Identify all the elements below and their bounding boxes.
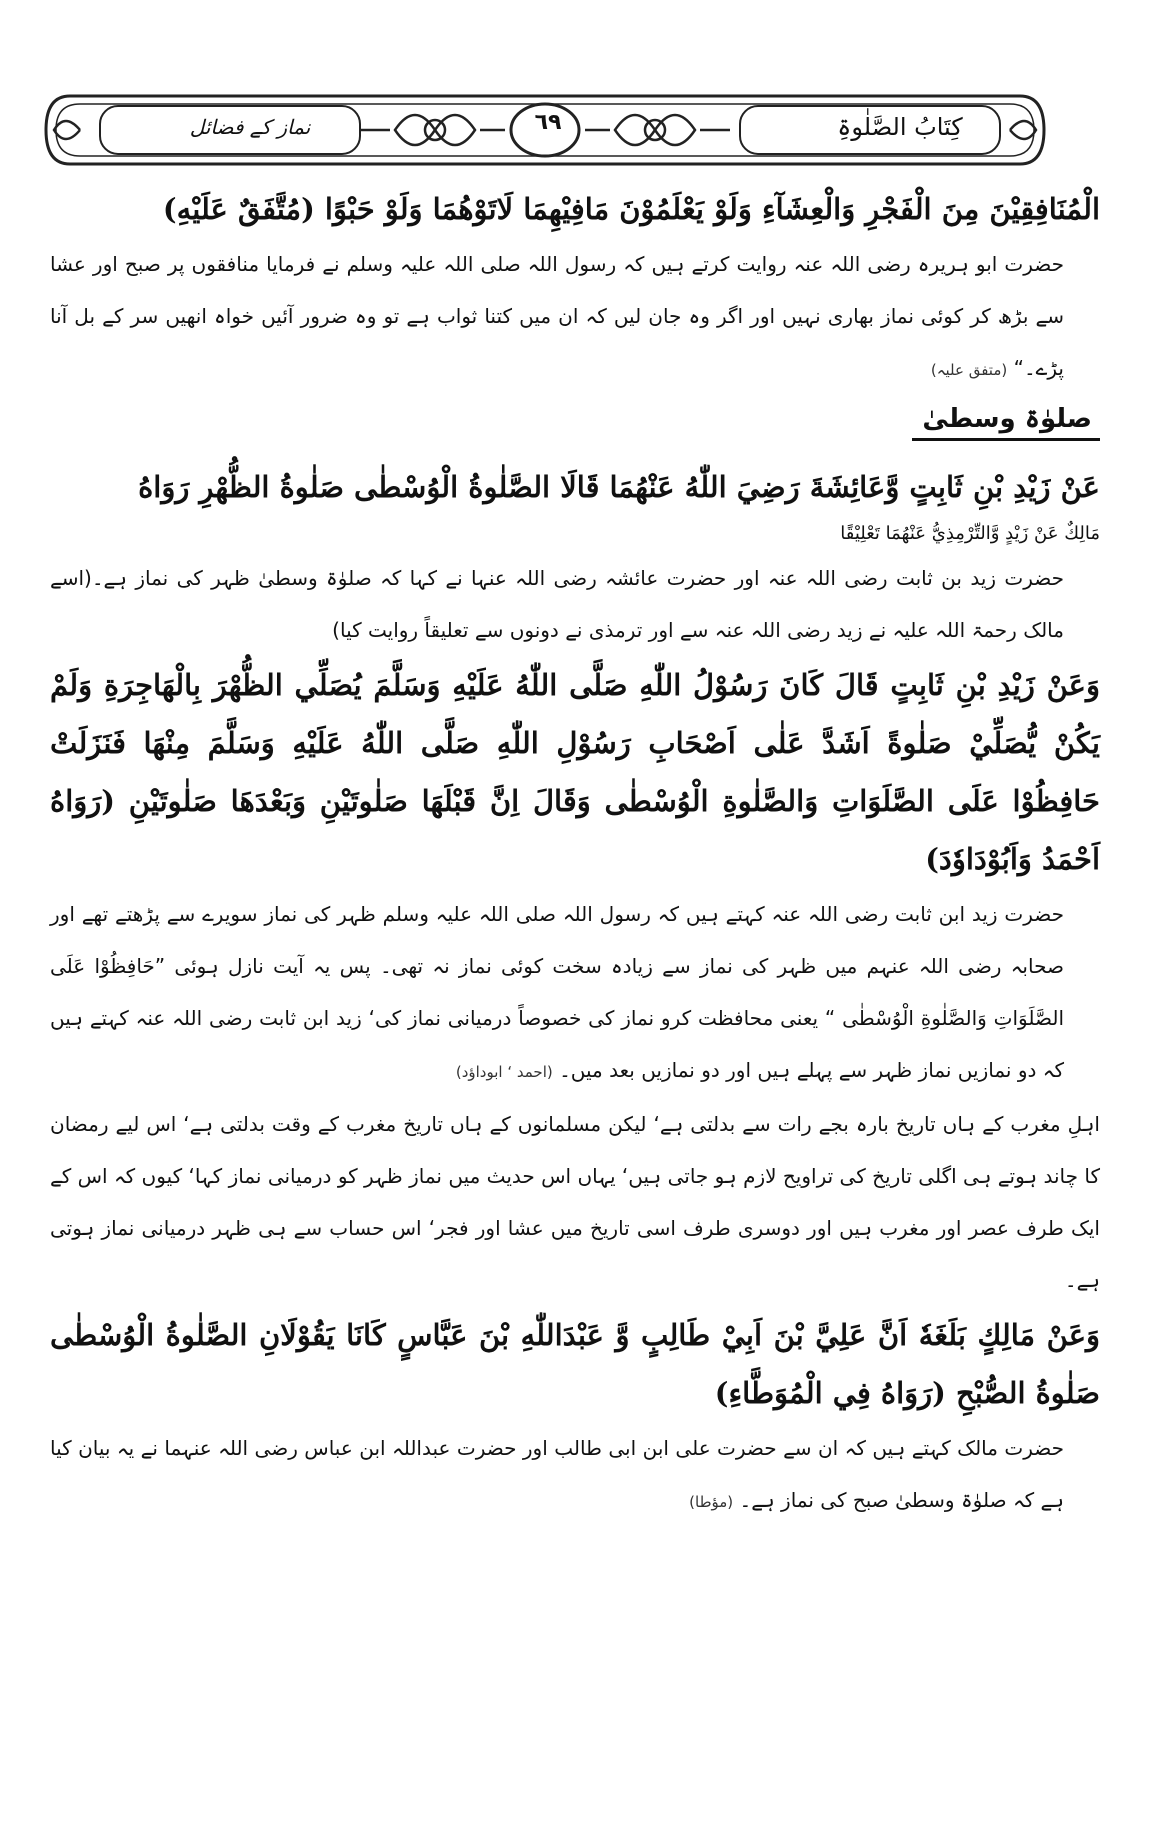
arabic-hadith-text: وَعَنْ زَيْدِ بْنِ ثَابِتٍ قَالَ كَانَ رَسُوْلُ اللّٰهِ صَلَّى اللّٰهُ عَلَيْهِ وَسَلَّمَ يُصَلِّي الظُّهْرَ بِالْهَاجِرَةِ وَلَمْ يَكُنْ يُّصَلِّيْ صَلٰوةً اَشَدَّ عَلٰى اَصْحَابِ رَسُوْلِ اللّٰهِ صَلَّى اللّٰهُ عَلَيْهِ وَسَلَّمَ مِنْهَا فَنَزَلَتْ حَافِظُوْا عَلَى الصَّلَوَاتِ وَالصَّلٰوةِ الْوُسْطٰى وَقَالَ اِنَّ قَبْلَهَا صَلٰوتَيْنِ وَبَعْدَهَا صَلٰوتَيْنِ (رَوَاهُ اَحْمَدُ وَاَبُوْدَاوٗدَ): [50, 668, 1100, 876]
section-heading-wrap: [50, 396, 1100, 458]
section-title: نماز کے فضائل: [189, 115, 311, 139]
reference-label: (احمد ‘ ابوداؤد): [455, 1063, 553, 1081]
arabic-narration-note: مَالِكٌ عَنْ زَيْدٍ وَّالتِّرْمِذِيُّ عَنْهُمَا تَعْلِيْقًا: [840, 523, 1100, 544]
arabic-hadith-text: وَعَنْ مَالِكٍ بَلَغَهٗ اَنَّ عَلِيَّ بْنَ اَبِيْ طَالِبٍ وَّ عَبْدَاللّٰهِ بْنَ عَبَّاسٍ كَانَا يَقُوْلَانِ الصَّلٰوةُ الْوُسْطٰى صَلٰوةُ الصُّبْحِ (رَوَاهُ فِي الْمُوَطَّاءِ): [50, 1318, 1100, 1410]
section-heading: صلوٰۃ وسطیٰ: [912, 402, 1100, 441]
reference-label: (مؤطا): [689, 1493, 734, 1511]
translation-text: حضرت زید بن ثابت رضی اللہ عنہ اور حضرت عائشہ رضی اللہ عنہا نے کہا کہ صلوٰۃ وسطیٰ ظہر کی نماز ہے۔(اسے مالک رحمۃ اللہ علیہ نے زید رضی اللہ عنہ سے اور ترمذی نے دونوں سے تعلیقاً روایت کیا): [50, 566, 1064, 642]
translation-text: حضرت مالک کہتے ہیں کہ ان سے حضرت علی ابن ابی طالب اور حضرت عبداللہ ابن عباس رضی اللہ عنہما نے یہ بیان کیا ہے کہ صلوٰۃ وسطیٰ صبح کی نماز ہے۔: [50, 1436, 1064, 1512]
urdu-translation: [50, 888, 1100, 1098]
arabic-hadith-text: عَنْ زَيْدِ بْنِ ثَابِتٍ وَّعَائِشَةَ رَضِيَ اللّٰهُ عَنْهُمَا قَالَا الصَّلٰوةُ الْوُسْطٰى صَلٰوةُ الظُّهْرِ رَوَاهُ: [138, 470, 1100, 504]
book-title: کِتَابُ الصَّلٰوۃِ: [837, 113, 963, 141]
urdu-translation: [50, 238, 1100, 396]
arabic-hadith-text: الْمُنَافِقِيْنَ مِنَ الْفَجْرِ وَالْعِشَآءِ وَلَوْ يَعْلَمُوْنَ مَافِيْهِمَا لَاتَوْهُمَا وَلَوْ حَبْوًا (مُتَّفَقٌ عَلَيْهِ): [162, 192, 1100, 226]
page-header: [40, 90, 1050, 170]
urdu-translation: [50, 1422, 1100, 1528]
urdu-translation: [50, 552, 1100, 656]
explanatory-note: اہلِ مغرب کے ہاں تاریخ بارہ بجے رات سے بدلتی ہے‘ لیکن مسلمانوں کے ہاں تاریخ مغرب کے وقت بدلتی ہے‘ اس لیے رمضان کا چاند ہوتے ہی اگلی تاریخ کی تراویح لازم ہو جاتی ہیں‘ یہاں اس حدیث میں نماز ظہر کو درمیانی نماز کہا‘ کیوں کہ اس کے ایک طرف عصر اور مغرب ہیں اور دوسری طرف اسی تاریخ میں عشا اور فجر‘ اس حساب سے ہی ظہر درمیانی نماز ہوتی ہے۔: [50, 1112, 1100, 1292]
translation-text: حضرت ابو ہریرہ رضی اللہ عنہ روایت کرتے ہیں کہ رسول اللہ صلی اللہ علیہ وسلم نے فرمایا منافقوں پر صبح اور عشا سے بڑھ کر کوئی نماز بھاری نہیں اور اگر وہ جان لیں کہ ان میں کتنا ثواب ہے تو وہ ضرور آئیں خواہ انھیں سر کے بل آنا پڑے۔“: [50, 252, 1065, 380]
page-number: ٦٩: [534, 110, 562, 135]
translation-text: حضرت زید ابن ثابت رضی اللہ عنہ کہتے ہیں کہ رسول اللہ صلی اللہ علیہ وسلم ظہر کی نماز سویرے سے پڑھتے تھے اور صحابہ رضی اللہ عنہم میں ظہر کی نماز سے زیادہ سخت کوئی نماز نہ تھی۔ پس یہ آیت نازل ہوئی ”حَافِظُوْا عَلَى الصَّلَوَاتِ وَالصَّلٰوةِ الْوُسْطٰى “ یعنی محافظت کرو نماز کی خصوصاً درمیانی نماز کی‘ زید ابن ثابت رضی اللہ عنہ کہتے ہیں کہ دو نمازیں نماز ظہر سے پہلے ہیں اور دو نمازیں بعد میں۔: [50, 902, 1064, 1082]
page-content: [50, 180, 1100, 1528]
reference-label: (متفق علیہ): [930, 361, 1008, 379]
